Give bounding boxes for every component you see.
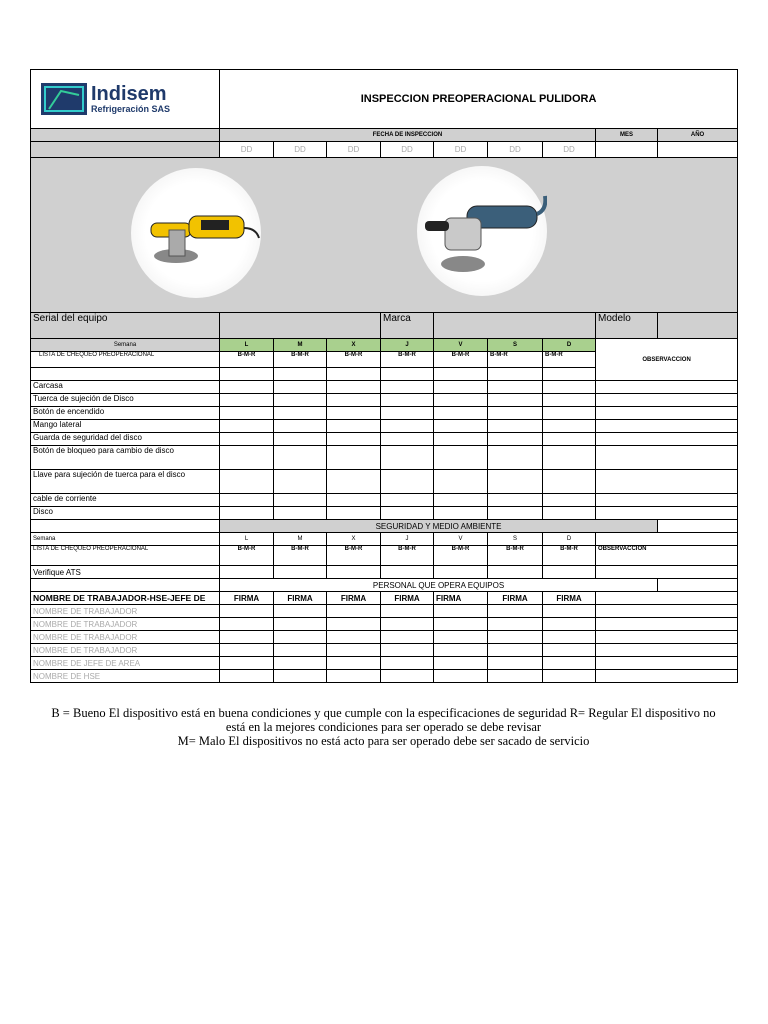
firma-cell[interactable] bbox=[274, 657, 327, 670]
day-header: V bbox=[434, 339, 488, 352]
firma-cell[interactable] bbox=[434, 631, 488, 644]
check-cell[interactable] bbox=[220, 420, 274, 433]
check-cell[interactable] bbox=[434, 507, 488, 520]
check-cell[interactable] bbox=[434, 470, 488, 494]
check-cell[interactable] bbox=[488, 420, 543, 433]
checklist-item-label: Botón de bloqueo para cambio de disco bbox=[31, 446, 220, 470]
check-cell[interactable] bbox=[220, 381, 274, 394]
firma-cell[interactable] bbox=[381, 670, 434, 683]
firma-cell[interactable] bbox=[488, 644, 543, 657]
firma-cell[interactable] bbox=[381, 605, 434, 618]
observacion-cell[interactable] bbox=[596, 420, 738, 433]
check-cell[interactable] bbox=[543, 446, 596, 470]
checklist-row bbox=[31, 446, 738, 470]
check-cell[interactable] bbox=[543, 381, 596, 394]
check-cell[interactable] bbox=[220, 507, 274, 520]
check-cell[interactable] bbox=[220, 407, 274, 420]
marca-label: Marca bbox=[381, 313, 434, 339]
check-cell[interactable] bbox=[274, 407, 327, 420]
firma-cell[interactable] bbox=[220, 618, 274, 631]
bmr-header: B-M-R bbox=[543, 546, 596, 566]
firma-cell[interactable] bbox=[274, 618, 327, 631]
day-header: M bbox=[274, 339, 327, 352]
check-cell[interactable] bbox=[327, 433, 381, 446]
check-cell[interactable] bbox=[220, 470, 274, 494]
fecha-label: FECHA DE INSPECCION bbox=[220, 129, 596, 142]
observacion-cell[interactable] bbox=[596, 407, 738, 420]
document-title: INSPECCION PREOPERACIONAL PULIDORA bbox=[220, 70, 738, 129]
check-cell[interactable] bbox=[488, 494, 543, 507]
bmr-header: B-M-R bbox=[220, 352, 274, 368]
bmr-header: B-M-R bbox=[327, 546, 381, 566]
check-cell[interactable] bbox=[327, 507, 381, 520]
firma-cell[interactable] bbox=[543, 644, 596, 657]
seguridad-title: SEGURIDAD Y MEDIO AMBIENTE bbox=[220, 520, 658, 533]
personal-extra-cell[interactable] bbox=[596, 605, 738, 618]
check-cell[interactable] bbox=[543, 433, 596, 446]
firma-cell[interactable] bbox=[327, 631, 381, 644]
day-header: X bbox=[327, 339, 381, 352]
check-cell[interactable] bbox=[543, 507, 596, 520]
check-cell[interactable] bbox=[327, 381, 381, 394]
check-cell[interactable] bbox=[274, 494, 327, 507]
check-cell[interactable] bbox=[434, 394, 488, 407]
serial-field[interactable] bbox=[220, 313, 381, 339]
check-cell[interactable] bbox=[543, 420, 596, 433]
check-cell[interactable] bbox=[381, 494, 434, 507]
personal-row bbox=[31, 670, 738, 683]
checklist-row bbox=[31, 433, 738, 446]
firma-cell[interactable] bbox=[220, 605, 274, 618]
checklist-row bbox=[31, 381, 738, 394]
modelo-label: Modelo bbox=[596, 313, 658, 339]
firma-cell[interactable] bbox=[381, 631, 434, 644]
date-day-field[interactable]: DD bbox=[488, 142, 543, 158]
check-cell[interactable] bbox=[220, 433, 274, 446]
bmr-header: B-M-R bbox=[434, 352, 488, 368]
date-day-field[interactable]: DD bbox=[434, 142, 488, 158]
firma-cell[interactable] bbox=[434, 670, 488, 683]
personal-name-field[interactable]: NOMBRE DE TRABAJADOR bbox=[31, 631, 220, 644]
firma-cell[interactable] bbox=[327, 618, 381, 631]
firma-cell[interactable] bbox=[274, 670, 327, 683]
legend bbox=[30, 706, 737, 748]
personal-extra-cell[interactable] bbox=[596, 618, 738, 631]
observacion-cell[interactable] bbox=[596, 470, 738, 494]
check-cell[interactable] bbox=[327, 494, 381, 507]
checklist-item-label: Botón de encendido bbox=[31, 407, 220, 420]
date-day-field[interactable]: DD bbox=[543, 142, 596, 158]
check-cell[interactable] bbox=[274, 420, 327, 433]
equipment-photos bbox=[31, 158, 738, 313]
personal-name-field[interactable]: NOMBRE DE JEFE DE AREA bbox=[31, 657, 220, 670]
check-cell[interactable] bbox=[381, 407, 434, 420]
firma-cell[interactable] bbox=[220, 631, 274, 644]
check-cell[interactable] bbox=[488, 433, 543, 446]
check-cell[interactable] bbox=[488, 470, 543, 494]
personal-header: NOMBRE DE TRABAJADOR-HSE-JEFE DE bbox=[31, 592, 220, 605]
checklist-item-label: Guarda de seguridad del disco bbox=[31, 433, 220, 446]
bmr-header: B-M-R bbox=[220, 546, 274, 566]
checklist-item-label: Carcasa bbox=[31, 381, 220, 394]
checklist-row bbox=[31, 494, 738, 507]
firma-cell[interactable] bbox=[327, 644, 381, 657]
personal-name-field[interactable]: NOMBRE DE TRABAJADOR bbox=[31, 618, 220, 631]
legend-line-1: B = Bueno El dispositivo está en buena condiciones y que cumple con la especificaciones de seguridad R= Regular El dispositivo no bbox=[51, 706, 716, 720]
check-cell[interactable] bbox=[381, 433, 434, 446]
firma-cell[interactable] bbox=[327, 657, 381, 670]
firma-cell[interactable] bbox=[543, 618, 596, 631]
personal-title: PERSONAL QUE OPERA EQUIPOS bbox=[220, 579, 658, 592]
observacion-cell[interactable] bbox=[596, 446, 738, 470]
bmr-header: B-M-R bbox=[434, 546, 488, 566]
check-cell[interactable] bbox=[274, 446, 327, 470]
day-header: L bbox=[220, 339, 274, 352]
firma-header: FIRMA bbox=[543, 592, 596, 605]
day-header: J bbox=[381, 339, 434, 352]
firma-cell[interactable] bbox=[220, 644, 274, 657]
firma-cell[interactable] bbox=[543, 631, 596, 644]
check-cell[interactable] bbox=[434, 420, 488, 433]
firma-cell[interactable] bbox=[274, 644, 327, 657]
day-header: D bbox=[543, 533, 596, 546]
check-cell[interactable] bbox=[220, 394, 274, 407]
firma-cell[interactable] bbox=[434, 618, 488, 631]
legend-line-2: está en la mejores condiciones para ser operado se debe revisar bbox=[225, 720, 542, 734]
firma-cell[interactable] bbox=[488, 631, 543, 644]
checklist-item-label: Tuerca de sujeción de Disco bbox=[31, 394, 220, 407]
check-cell[interactable] bbox=[543, 566, 596, 579]
check-cell[interactable] bbox=[488, 507, 543, 520]
personal-name-field[interactable]: NOMBRE DE TRABAJADOR bbox=[31, 644, 220, 657]
firma-cell[interactable] bbox=[327, 670, 381, 683]
check-cell[interactable] bbox=[381, 507, 434, 520]
firma-cell[interactable] bbox=[381, 657, 434, 670]
day-header: L bbox=[220, 533, 274, 546]
firma-header: FIRMA bbox=[488, 592, 543, 605]
check-cell[interactable] bbox=[381, 470, 434, 494]
check-cell[interactable] bbox=[434, 381, 488, 394]
firma-cell[interactable] bbox=[543, 670, 596, 683]
firma-cell[interactable] bbox=[381, 618, 434, 631]
company-logo bbox=[31, 70, 220, 129]
seguridad-checklist-label: LISTA DE CHEQUEO PREOPERACIONAL bbox=[31, 546, 220, 566]
bosch-grinder-image bbox=[417, 166, 547, 296]
observacion-header: OBSERVACCION bbox=[596, 339, 738, 381]
firma-header: FIRMA bbox=[220, 592, 274, 605]
firma-header: FIRMA bbox=[327, 592, 381, 605]
marca-field[interactable] bbox=[434, 313, 596, 339]
day-header: D bbox=[543, 339, 596, 352]
check-cell[interactable] bbox=[488, 446, 543, 470]
observacion-cell[interactable] bbox=[596, 394, 738, 407]
checklist-row bbox=[31, 470, 738, 494]
day-header: V bbox=[434, 533, 488, 546]
date-day-field[interactable]: DD bbox=[274, 142, 327, 158]
checklist-item-label: Mango lateral bbox=[31, 420, 220, 433]
observacion-cell[interactable] bbox=[596, 433, 738, 446]
personal-name-field[interactable]: NOMBRE DE HSE bbox=[31, 670, 220, 683]
check-cell[interactable] bbox=[434, 494, 488, 507]
checklist-item-label: Disco bbox=[31, 507, 220, 520]
seguridad-observacion: OBSERVACCION bbox=[596, 546, 738, 566]
firma-cell[interactable] bbox=[488, 670, 543, 683]
check-cell[interactable] bbox=[327, 394, 381, 407]
personal-name-field[interactable]: NOMBRE DE TRABAJADOR bbox=[31, 605, 220, 618]
anio-field[interactable] bbox=[658, 142, 738, 158]
check-cell[interactable] bbox=[381, 566, 434, 579]
checklist-row bbox=[31, 507, 738, 520]
check-cell[interactable] bbox=[274, 381, 327, 394]
checklist-items-table bbox=[30, 380, 738, 520]
date-day-field[interactable]: DD bbox=[220, 142, 274, 158]
bmr-header: B-M-R bbox=[381, 352, 434, 368]
observacion-cell[interactable] bbox=[596, 494, 738, 507]
date-day-field[interactable]: DD bbox=[381, 142, 434, 158]
bmr-header: B-M-R bbox=[274, 546, 327, 566]
check-cell[interactable] bbox=[434, 433, 488, 446]
day-header: S bbox=[488, 533, 543, 546]
checklist-label: LISTA DE CHEQUEO PREOPERACIONAL bbox=[31, 352, 220, 368]
firma-cell[interactable] bbox=[543, 605, 596, 618]
personal-extra-cell[interactable] bbox=[596, 644, 738, 657]
day-header: S bbox=[488, 339, 543, 352]
check-cell[interactable] bbox=[543, 407, 596, 420]
check-cell[interactable] bbox=[274, 566, 327, 579]
firma-cell[interactable] bbox=[543, 657, 596, 670]
bmr-header: B-M-R bbox=[381, 546, 434, 566]
check-cell[interactable] bbox=[434, 446, 488, 470]
personal-extra-cell[interactable] bbox=[596, 631, 738, 644]
check-cell[interactable] bbox=[488, 566, 543, 579]
bmr-header: B-M-R bbox=[327, 352, 381, 368]
check-cell[interactable] bbox=[381, 381, 434, 394]
logo-name: Indisem bbox=[91, 83, 167, 105]
bmr-header: B-M-R bbox=[488, 546, 543, 566]
checklist-item-label: cable de corriente bbox=[31, 494, 220, 507]
check-cell[interactable] bbox=[327, 470, 381, 494]
day-header: X bbox=[327, 533, 381, 546]
check-cell[interactable] bbox=[543, 494, 596, 507]
check-cell[interactable] bbox=[434, 407, 488, 420]
firma-cell[interactable] bbox=[274, 605, 327, 618]
check-cell[interactable] bbox=[488, 407, 543, 420]
inspection-table bbox=[30, 69, 738, 381]
checklist-row bbox=[31, 407, 738, 420]
logo-icon bbox=[41, 83, 87, 115]
check-cell[interactable] bbox=[327, 446, 381, 470]
firma-cell[interactable] bbox=[488, 657, 543, 670]
check-cell[interactable] bbox=[274, 507, 327, 520]
dewalt-grinder-image bbox=[131, 168, 261, 298]
check-cell[interactable] bbox=[381, 446, 434, 470]
modelo-field[interactable] bbox=[658, 313, 738, 339]
firma-cell[interactable] bbox=[327, 605, 381, 618]
firma-cell[interactable] bbox=[220, 657, 274, 670]
serial-label: Serial del equipo bbox=[31, 313, 220, 339]
check-cell[interactable] bbox=[274, 433, 327, 446]
bmr-header: B-M-R bbox=[543, 352, 596, 368]
bmr-header: B-M-R bbox=[274, 352, 327, 368]
verifique-ats-label: Verifique ATS bbox=[31, 566, 220, 579]
firma-cell[interactable] bbox=[488, 618, 543, 631]
firma-cell[interactable] bbox=[434, 657, 488, 670]
check-cell[interactable] bbox=[327, 420, 381, 433]
firma-cell[interactable] bbox=[220, 670, 274, 683]
check-cell[interactable] bbox=[220, 446, 274, 470]
observacion-cell[interactable] bbox=[596, 507, 738, 520]
check-cell[interactable] bbox=[381, 420, 434, 433]
personal-extra-cell[interactable] bbox=[596, 670, 738, 683]
firma-cell[interactable] bbox=[274, 631, 327, 644]
day-header: M bbox=[274, 533, 327, 546]
date-day-field[interactable]: DD bbox=[327, 142, 381, 158]
firma-cell[interactable] bbox=[381, 644, 434, 657]
check-cell[interactable] bbox=[381, 394, 434, 407]
personal-row bbox=[31, 644, 738, 657]
firma-header: FIRMA bbox=[274, 592, 327, 605]
day-header: J bbox=[381, 533, 434, 546]
legend-line-3: M= Malo El dispositivos no está acto para ser operado debe ser sacado de servicio bbox=[177, 734, 590, 748]
firma-cell[interactable] bbox=[434, 605, 488, 618]
personal-row bbox=[31, 605, 738, 618]
firma-cell[interactable] bbox=[434, 644, 488, 657]
check-cell[interactable] bbox=[274, 470, 327, 494]
check-cell[interactable] bbox=[543, 394, 596, 407]
semana-label: Semana bbox=[31, 339, 220, 352]
mes-label: MES bbox=[596, 129, 658, 142]
firma-cell[interactable] bbox=[488, 605, 543, 618]
seguridad-table bbox=[30, 519, 738, 683]
check-cell[interactable] bbox=[327, 407, 381, 420]
personal-row bbox=[31, 657, 738, 670]
check-cell[interactable] bbox=[220, 566, 274, 579]
personal-row bbox=[31, 631, 738, 644]
check-cell[interactable] bbox=[274, 394, 327, 407]
check-cell[interactable] bbox=[327, 566, 381, 579]
firma-header: FIRMA bbox=[381, 592, 434, 605]
anio-label: AÑO bbox=[658, 129, 738, 142]
bmr-header: B-M-R bbox=[488, 352, 543, 368]
observacion-cell[interactable] bbox=[596, 566, 738, 579]
personal-extra-cell[interactable] bbox=[596, 657, 738, 670]
check-cell[interactable] bbox=[488, 394, 543, 407]
check-cell[interactable] bbox=[434, 566, 488, 579]
logo-subtitle: Refrigeración SAS bbox=[91, 104, 171, 114]
inspection-sheet bbox=[30, 69, 737, 683]
firma-header: FIRMA bbox=[434, 592, 488, 605]
checklist-row bbox=[31, 394, 738, 407]
check-cell[interactable] bbox=[488, 381, 543, 394]
check-cell[interactable] bbox=[543, 470, 596, 494]
seguridad-semana-label: Semana bbox=[31, 533, 220, 546]
checklist-item-label: Llave para sujeción de tuerca para el disco bbox=[31, 470, 220, 494]
checklist-row bbox=[31, 420, 738, 433]
check-cell[interactable] bbox=[220, 494, 274, 507]
mes-field[interactable] bbox=[596, 142, 658, 158]
personal-row bbox=[31, 618, 738, 631]
observacion-cell[interactable] bbox=[596, 381, 738, 394]
